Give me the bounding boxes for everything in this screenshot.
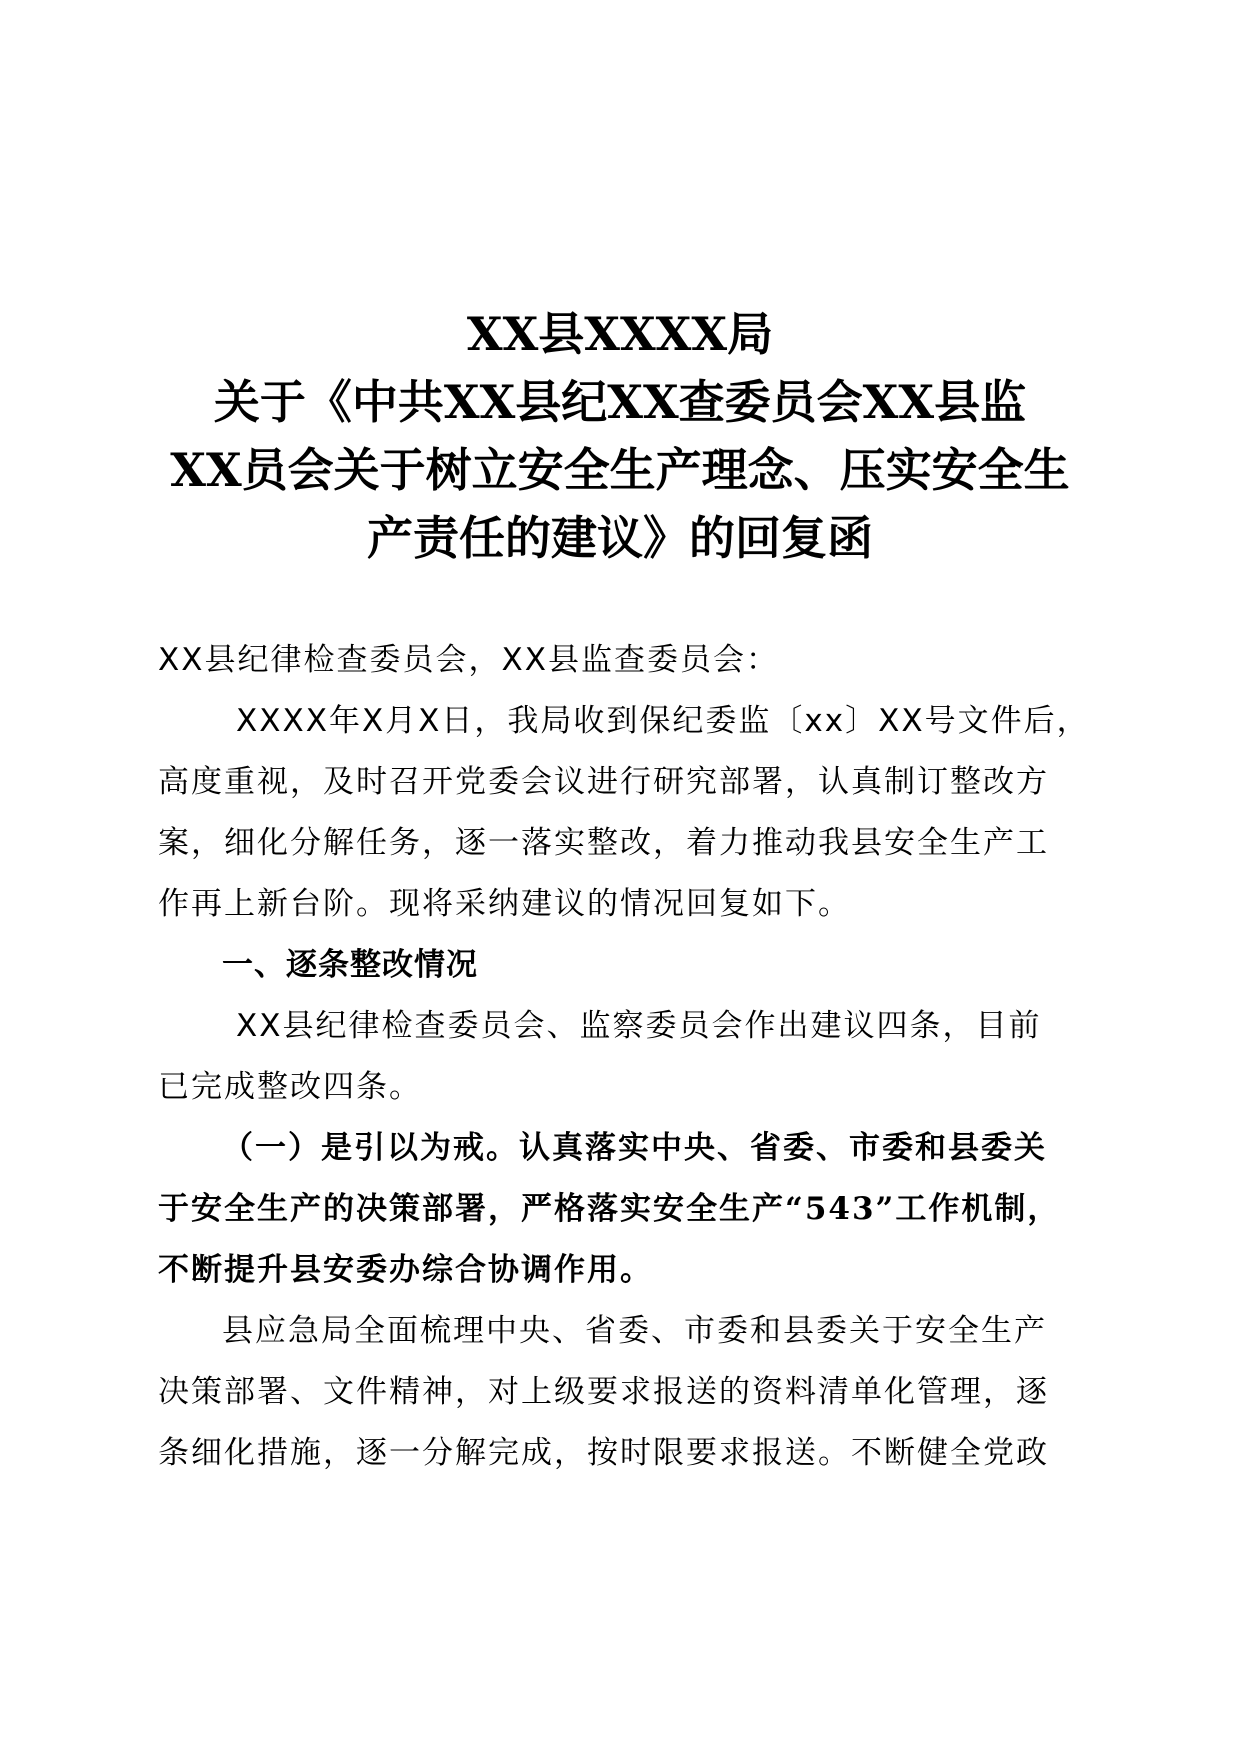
title-line-2: 关于《中共XX县纪XX查委员会XX县监	[213, 375, 1027, 429]
intro-line-3: 案，细化分解任务，逐一落实整改，着力推动我县安全生产工	[158, 825, 1049, 861]
item1-body-line-1: 县应急局全面梳理中央、省委、市委和县委关于安全生产	[222, 1313, 1047, 1349]
salutation: XX县纪律检查委员会，XX县监查委员会：	[158, 642, 779, 678]
title-line-1: XX县XXXX局	[466, 307, 774, 361]
intro-line-1: XXXX年X月X日，我局收到保纪委监〔xx〕XX号文件后，	[236, 703, 1090, 739]
section-heading: 一、逐条整改情况	[222, 947, 478, 983]
document-body	[158, 630, 1090, 1484]
item1-heading-line-2: 于安全生产的决策部署，严格落实安全生产“543”工作机制，	[158, 1191, 1061, 1227]
intro-line-2: 高度重视，及时召开党委会议进行研究部署，认真制订整改方	[158, 764, 1049, 800]
section-intro-line-1: XX县纪律检查委员会、监察委员会作出建议四条，目前	[236, 1008, 1042, 1044]
item1-heading-line-1: （一）是引以为戒。认真落实中央、省委、市委和县委关	[222, 1130, 1047, 1166]
item1-body-line-3: 条细化措施，逐一分解完成，按时限要求报送。不断健全党政	[158, 1435, 1049, 1471]
item1-body-line-2: 决策部署、文件精神，对上级要求报送的资料清单化管理，逐	[158, 1374, 1049, 1410]
document-title	[120, 300, 1120, 572]
item1-heading-line-3: 不断提升县安委办综合协调作用。	[158, 1252, 653, 1288]
section-intro-line-2: 已完成整改四条。	[158, 1069, 422, 1105]
intro-line-4: 作再上新台阶。现将采纳建议的情况回复如下。	[158, 886, 851, 922]
title-line-4: 产责任的建议》的回复函	[367, 511, 873, 565]
title-line-3: XX员会关于树立安全生产理念、压实安全生	[170, 443, 1070, 497]
